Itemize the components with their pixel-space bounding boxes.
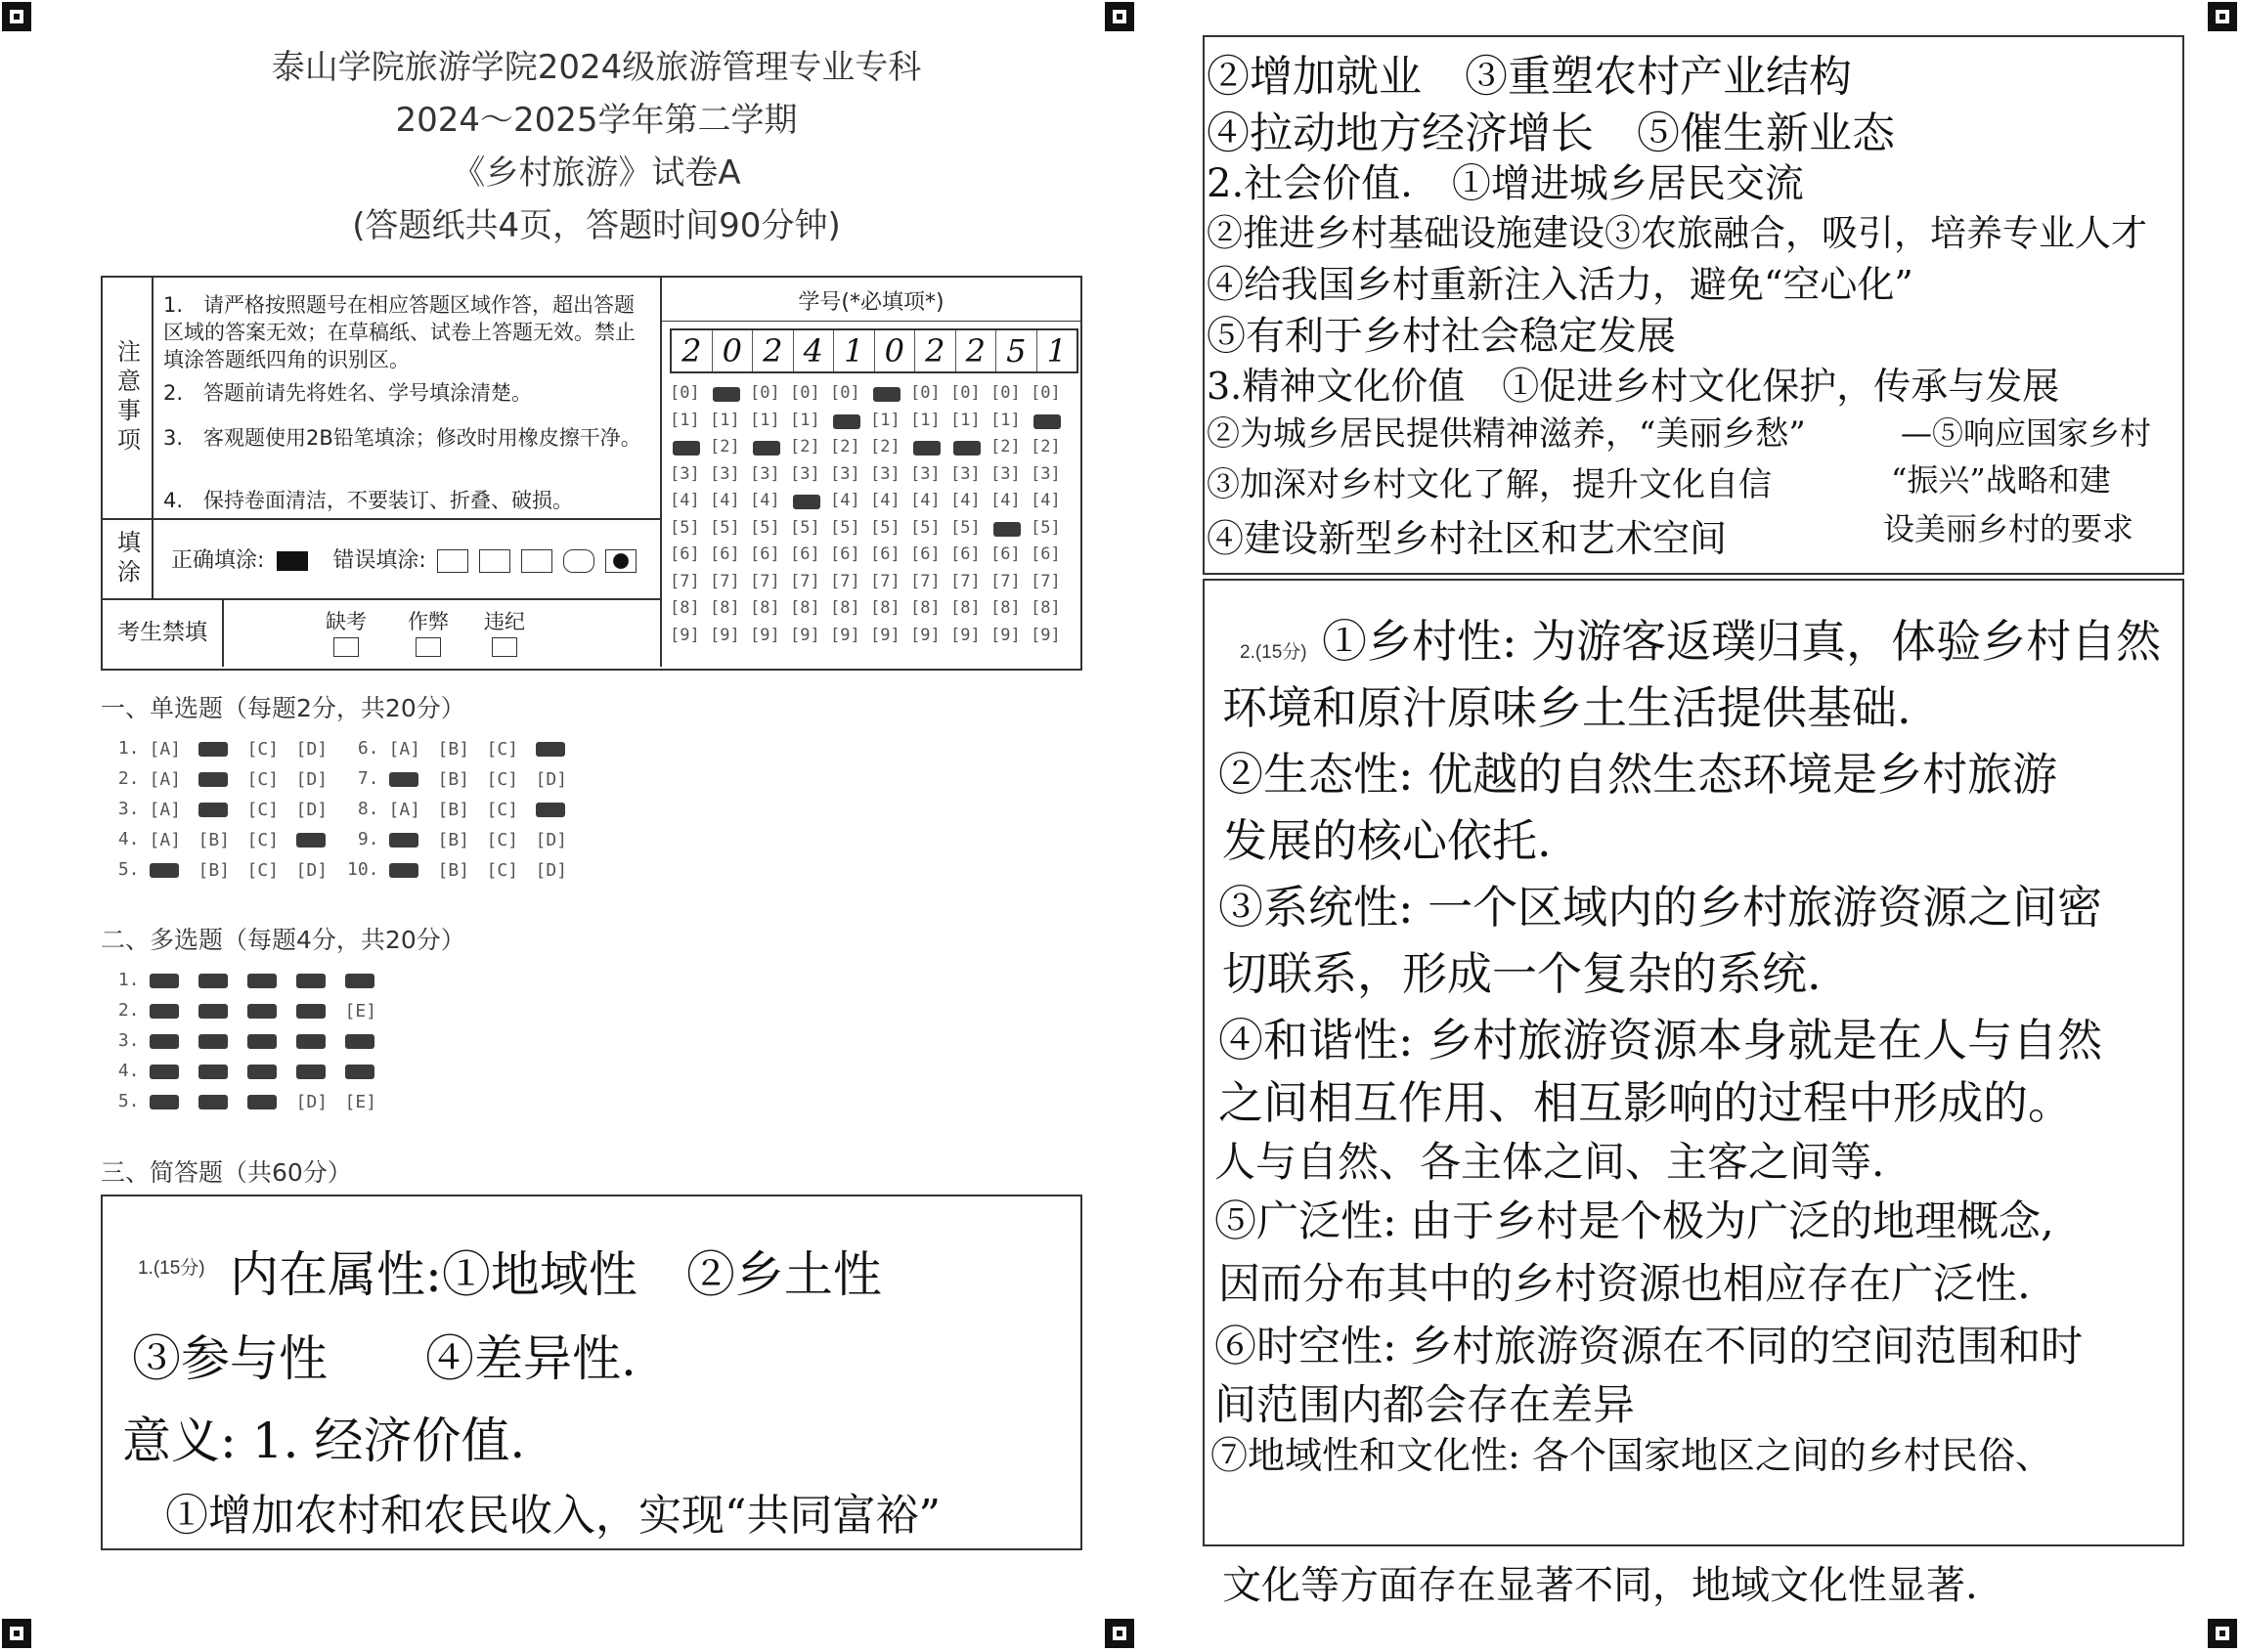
id-bubble[interactable]: [6] xyxy=(790,544,820,564)
id-bubble[interactable]: [6] xyxy=(1031,544,1061,564)
id-bubble-row xyxy=(670,626,1071,653)
id-bubble-row xyxy=(670,598,1071,626)
id-bubble[interactable]: [9] xyxy=(830,625,860,645)
id-bubble[interactable]: [6] xyxy=(870,544,901,564)
id-bubble[interactable]: [3] xyxy=(950,463,981,484)
id-bubble[interactable]: [4] xyxy=(710,491,740,510)
id-bubble[interactable]: [4] xyxy=(670,491,700,510)
id-bubble[interactable]: [7] xyxy=(910,571,941,591)
id-bubble[interactable]: [0] xyxy=(1031,383,1061,403)
id-bubble[interactable]: [8] xyxy=(950,598,981,618)
answer-row xyxy=(108,1000,384,1021)
question-number: 9. xyxy=(347,829,379,849)
id-digit: 5 xyxy=(996,330,1037,371)
divider xyxy=(103,518,660,520)
id-digit: 1 xyxy=(1046,332,1067,370)
answer-row xyxy=(108,970,384,990)
corner-mark xyxy=(1105,2,1134,31)
id-bubble[interactable]: [6] xyxy=(910,544,941,564)
section3-title: 三、简答题（共60分） xyxy=(101,1158,352,1187)
answer-bubble[interactable] xyxy=(198,772,228,787)
rule-1: 1. 请严格按照题号在相应答题区域作答，超出答题区域的答案无效；在草稿纸、试卷上答题无效。禁止填涂答题纸四角的识别区。 xyxy=(163,293,636,371)
answer-bubble[interactable]: [B] xyxy=(437,859,470,881)
answer-bubble[interactable]: [B] xyxy=(437,799,470,820)
id-bubble[interactable]: [9] xyxy=(750,625,780,645)
answer-line: ⑤广泛性: 由于乡村是个极为广泛的地理概念, xyxy=(1214,1197,2054,1246)
id-bubble[interactable] xyxy=(870,383,910,411)
id-bubble[interactable] xyxy=(830,411,870,438)
wrong-fill-sample xyxy=(521,549,552,573)
answer-bubble[interactable] xyxy=(247,1004,277,1019)
answer-line: 意义: 1. 经济价值. xyxy=(122,1413,526,1469)
id-bubble[interactable]: [8] xyxy=(750,598,780,618)
id-bubble[interactable]: [2] xyxy=(870,437,901,456)
cheat-option[interactable]: 作弊 xyxy=(408,606,449,657)
answer-bubble[interactable] xyxy=(247,1065,277,1079)
answer-bubble[interactable]: [E] xyxy=(344,1000,377,1022)
answer-bubble[interactable]: [C] xyxy=(246,799,280,820)
answer-bubble[interactable]: [D] xyxy=(295,738,329,760)
answer-line: 3.精神文化价值 ①促进乡村文化保护，传承与发展 xyxy=(1207,365,2060,408)
id-bubble[interactable]: [2] xyxy=(830,437,860,456)
answer-row xyxy=(347,738,575,759)
short-answer-box-2 xyxy=(1203,579,2184,1546)
id-bubble[interactable]: [6] xyxy=(990,544,1021,564)
answer-line: ③加深对乡村文化了解，提升文化自信 xyxy=(1207,465,1772,504)
correct-fill-sample xyxy=(277,551,308,571)
answer-bubble[interactable]: [E] xyxy=(344,1091,377,1112)
answer-line: ②推进乡村基础设施建设③农旅融合，吸引，培养专业人才 xyxy=(1207,212,2147,254)
answer-line: 环境和原汁原味乡土生活提供基础. xyxy=(1222,681,1911,734)
wrong-fill-label: 错误填涂: xyxy=(332,548,426,573)
answer-line: ①乡村性: 为游客返璞归真，体验乡村自然 xyxy=(1322,615,2162,668)
id-bubble[interactable]: [7] xyxy=(1031,571,1061,591)
answer-row xyxy=(108,859,335,880)
id-bubble[interactable]: [8] xyxy=(870,598,901,618)
fill-sample-row xyxy=(171,543,637,574)
question-number: 7. xyxy=(347,768,379,789)
id-digit: 2 xyxy=(956,330,997,371)
id-bubble[interactable] xyxy=(710,383,750,411)
id-bubble[interactable]: [5] xyxy=(950,517,981,538)
id-bubble[interactable] xyxy=(950,437,990,464)
question-number: 2.(15分) xyxy=(1240,642,1307,663)
answer-line: 间范围内都会存在差异 xyxy=(1214,1381,1635,1430)
answer-line: 之间相互作用、相互影响的过程中形成的。 xyxy=(1218,1076,2073,1129)
question-number: 3. xyxy=(108,1030,140,1051)
student-id-digits xyxy=(670,328,1078,373)
answer-line: 人与自然、各主体之间、主客之间等. xyxy=(1214,1138,1885,1186)
id-bubble-row xyxy=(670,544,1071,572)
answer-bubble[interactable]: [B] xyxy=(198,829,231,850)
id-digit: 1 xyxy=(834,330,875,371)
answer-line: 因而分布其中的乡村资源也相应存在广泛性. xyxy=(1218,1260,2031,1309)
id-bubble[interactable]: [1] xyxy=(870,410,901,430)
id-bubble[interactable]: [3] xyxy=(870,463,901,484)
answer-bubble[interactable] xyxy=(536,803,565,817)
id-bubble[interactable] xyxy=(790,491,830,518)
answer-bubble[interactable]: [C] xyxy=(486,799,519,820)
id-bubble[interactable]: [9] xyxy=(710,625,740,645)
question-number: 8. xyxy=(347,799,379,819)
id-bubble[interactable] xyxy=(910,437,950,464)
id-bubble[interactable]: [9] xyxy=(790,625,820,645)
question-number: 1.(15分) xyxy=(138,1258,205,1279)
id-bubble[interactable]: [0] xyxy=(830,383,860,403)
id-bubble[interactable]: [4] xyxy=(750,491,780,510)
answer-row xyxy=(108,738,335,759)
answer-row xyxy=(108,829,335,849)
id-bubble[interactable]: [4] xyxy=(950,491,981,510)
id-bubble[interactable]: [8] xyxy=(670,598,700,618)
answer-bubble[interactable]: [A] xyxy=(149,768,182,790)
answer-line: 切联系，形成一个复杂的系统. xyxy=(1222,947,1822,1000)
id-bubble[interactable]: [5] xyxy=(790,517,820,538)
answer-row xyxy=(108,768,335,789)
corner-mark xyxy=(2208,2,2237,31)
id-bubble[interactable]: [8] xyxy=(990,598,1021,618)
answer-bubble[interactable] xyxy=(296,1034,326,1049)
id-bubble-row xyxy=(670,464,1071,492)
answer-bubble[interactable]: [D] xyxy=(535,859,568,881)
answer-bubble[interactable] xyxy=(247,1095,277,1109)
id-bubble[interactable]: [6] xyxy=(750,544,780,564)
id-bubble[interactable]: [1] xyxy=(790,410,820,430)
id-digit: 0 xyxy=(713,330,754,371)
section2-title: 二、多选题（每题4分，共20分） xyxy=(101,926,465,954)
fill-label: 填涂 xyxy=(103,520,154,598)
answer-line: ④拉动地方经济增长 ⑤催生新业态 xyxy=(1207,109,1895,158)
id-bubble[interactable]: [5] xyxy=(830,517,860,538)
answer-line: ⑤有利于乡村社会稳定发展 xyxy=(1207,314,1676,359)
answer-bubble[interactable] xyxy=(150,1065,179,1079)
id-bubble[interactable]: [1] xyxy=(990,410,1021,430)
answer-bubble[interactable]: [C] xyxy=(486,829,519,850)
answer-bubble[interactable] xyxy=(150,1034,179,1049)
answer-bubble[interactable] xyxy=(389,833,418,848)
answer-row xyxy=(347,859,575,880)
answer-line: ③参与性 ④差异性. xyxy=(132,1330,637,1387)
corner-mark xyxy=(2,1619,31,1648)
answer-bubble[interactable] xyxy=(150,974,179,988)
id-bubble[interactable]: [0] xyxy=(790,383,820,403)
id-bubble[interactable]: [8] xyxy=(1031,598,1061,618)
answer-bubble[interactable] xyxy=(198,974,228,988)
question-number: 4. xyxy=(108,829,140,849)
id-digit: 2 xyxy=(753,330,794,371)
checkbox-icon[interactable] xyxy=(333,637,359,657)
answer-row xyxy=(347,799,575,819)
answer-bubble[interactable]: [C] xyxy=(246,859,280,881)
id-bubble[interactable]: [2] xyxy=(790,437,820,456)
school-title: 泰山学院旅游学院2024级旅游管理专业专科 xyxy=(271,48,922,87)
answer-line: ②生态性: 优越的自然生态环境是乡村旅游 xyxy=(1218,748,2058,801)
answer-bubble[interactable]: [A] xyxy=(149,799,182,820)
answer-bubble[interactable]: [D] xyxy=(295,799,329,820)
id-bubble[interactable]: [4] xyxy=(990,491,1021,510)
id-digit: 0 xyxy=(875,330,916,371)
question-number: 5. xyxy=(108,1091,140,1111)
answer-line: ②增加就业 ③重塑农村产业结构 xyxy=(1207,52,1852,102)
id-bubble[interactable]: [0] xyxy=(750,383,780,403)
exam-info: (答题纸共4页，答题时间90分钟) xyxy=(352,206,841,245)
answer-bubble[interactable]: [A] xyxy=(149,738,182,760)
id-bubble[interactable]: [6] xyxy=(670,544,700,564)
id-bubble[interactable]: [8] xyxy=(710,598,740,618)
id-bubble-row xyxy=(670,383,1071,411)
id-bubble[interactable]: [5] xyxy=(1031,517,1061,538)
answer-line: ④建设新型乡村社区和艺术空间 xyxy=(1207,517,1728,560)
question-number: 2. xyxy=(108,768,140,789)
id-bubble[interactable]: [9] xyxy=(870,625,901,645)
id-bubble-row xyxy=(670,437,1071,464)
wrong-fill-sample xyxy=(479,549,510,573)
id-bubble[interactable]: [7] xyxy=(710,571,740,591)
answer-line: ②为城乡居民提供精神滋养，“美丽乡愁” xyxy=(1207,414,1806,454)
answer-bubble[interactable]: [D] xyxy=(295,859,329,881)
student-id-panel xyxy=(662,278,1080,667)
answer-line: 2.社会价值. ①增进城乡居民交流 xyxy=(1207,161,1804,206)
id-bubble[interactable]: [9] xyxy=(990,625,1021,645)
notice-label: 注意事项 xyxy=(103,278,154,518)
notice-panel xyxy=(101,276,1082,671)
id-bubble-row xyxy=(670,411,1071,438)
answer-bubble[interactable]: [B] xyxy=(437,829,470,850)
id-bubble[interactable]: [9] xyxy=(670,625,700,645)
answer-line: 文化等方面存在显著不同，地域文化性显著. xyxy=(1222,1563,1978,1608)
id-bubble[interactable]: [2] xyxy=(710,437,740,456)
id-bubble[interactable]: [9] xyxy=(1031,625,1061,645)
forbidden-label: 考生禁填 xyxy=(103,598,224,667)
answer-line: ⑦地域性和文化性: 各个国家地区之间的乡村民俗、 xyxy=(1210,1434,2052,1477)
id-bubble-row xyxy=(670,491,1071,518)
answer-bubble[interactable]: [C] xyxy=(246,829,280,850)
checkbox-icon[interactable] xyxy=(416,637,441,657)
id-bubble[interactable]: [5] xyxy=(870,517,901,538)
answer-line: ⑥时空性: 乡村旅游资源在不同的空间范围和时 xyxy=(1214,1323,2084,1371)
question-number: 1. xyxy=(108,738,140,759)
answer-bubble[interactable] xyxy=(296,833,326,848)
violation-option[interactable]: 违纪 xyxy=(484,606,525,657)
answer-line: 内在属性:①地域性 ②乡土性 xyxy=(230,1246,882,1303)
answer-bubble[interactable] xyxy=(296,974,326,988)
answer-bubble[interactable] xyxy=(150,863,179,878)
answer-row xyxy=(108,1061,384,1081)
wrong-fill-sample xyxy=(563,549,594,573)
answer-bubble[interactable] xyxy=(150,1004,179,1019)
answer-line: ④给我国乡村重新注入活力，避免“空心化” xyxy=(1207,263,1913,306)
section1-title: 一、单选题（每题2分，共20分） xyxy=(101,694,465,722)
id-bubble[interactable]: [3] xyxy=(670,463,700,484)
id-bubble[interactable]: [1] xyxy=(710,410,740,430)
id-bubble[interactable]: [0] xyxy=(910,383,941,403)
id-bubble[interactable]: [7] xyxy=(750,571,780,591)
id-bubble[interactable] xyxy=(990,518,1031,545)
id-bubble-row xyxy=(670,572,1071,599)
answer-bubble[interactable]: [B] xyxy=(437,768,470,790)
wrong-fill-sample xyxy=(437,549,468,573)
side-note-line: “振兴”战略和建 xyxy=(1891,461,2111,499)
answer-bubble[interactable] xyxy=(296,1004,326,1019)
answer-row xyxy=(108,1030,384,1051)
id-bubble[interactable]: [3] xyxy=(910,463,941,484)
answer-bubble[interactable]: [B] xyxy=(198,859,231,881)
id-bubble[interactable]: [5] xyxy=(910,517,941,538)
answer-bubble[interactable]: [C] xyxy=(486,738,519,760)
answer-row xyxy=(108,799,335,819)
answer-bubble[interactable] xyxy=(389,772,418,787)
id-bubble[interactable]: [3] xyxy=(790,463,820,484)
answer-bubble[interactable] xyxy=(296,1065,326,1079)
answer-bubble[interactable]: [C] xyxy=(246,768,280,790)
id-bubble[interactable]: [3] xyxy=(830,463,860,484)
answer-row xyxy=(347,768,575,789)
answer-bubble[interactable]: [C] xyxy=(486,859,519,881)
answer-bubble[interactable] xyxy=(345,974,374,988)
answer-bubble[interactable]: [B] xyxy=(437,738,470,760)
id-bubble[interactable]: [8] xyxy=(830,598,860,618)
answer-line: ③系统性: 一个区域内的乡村旅游资源之间密 xyxy=(1218,881,2103,934)
answer-bubble[interactable] xyxy=(345,1034,374,1049)
id-bubble[interactable]: [9] xyxy=(950,625,981,645)
answer-bubble[interactable]: [A] xyxy=(149,829,182,850)
rule-2: 2. 答题前请先将姓名、学号填涂清楚。 xyxy=(163,381,533,405)
course-title: 《乡村旅游》试卷A xyxy=(452,153,741,193)
id-bubble[interactable]: [1] xyxy=(670,410,700,430)
answer-bubble[interactable] xyxy=(198,803,228,817)
id-bubble[interactable] xyxy=(1031,411,1071,438)
term-title: 2024～2025学年第二学期 xyxy=(395,101,798,140)
id-bubble[interactable]: [0] xyxy=(950,383,981,403)
id-bubble[interactable]: [6] xyxy=(830,544,860,564)
answer-bubble[interactable] xyxy=(198,1004,228,1019)
answer-bubble[interactable] xyxy=(247,1034,277,1049)
answer-line: 发展的核心依托. xyxy=(1222,814,1552,867)
id-bubble[interactable]: [4] xyxy=(1031,491,1061,510)
id-bubble[interactable]: [3] xyxy=(990,463,1021,484)
answer-line: ①增加农村和农民收入，实现“共同富裕” xyxy=(122,1491,941,1541)
id-bubble[interactable]: [8] xyxy=(910,598,941,618)
id-bubble[interactable]: [5] xyxy=(750,517,780,538)
answer-bubble[interactable] xyxy=(198,1065,228,1079)
id-bubble[interactable] xyxy=(750,437,790,464)
student-id-bubble-grid xyxy=(670,383,1071,652)
id-bubble[interactable]: [4] xyxy=(870,491,901,510)
answer-line: ④和谐性: 乡村旅游资源本身就是在人与自然 xyxy=(1218,1014,2103,1066)
answer-row xyxy=(108,1091,384,1111)
id-digit: 2 xyxy=(915,330,956,371)
correct-fill-label: 正确填涂: xyxy=(171,548,265,573)
id-bubble[interactable]: [7] xyxy=(990,571,1021,591)
side-note-line: 设美丽乡村的要求 xyxy=(1883,510,2134,547)
id-bubble[interactable]: [2] xyxy=(990,437,1021,456)
question-number: 3. xyxy=(108,799,140,819)
id-bubble[interactable]: [7] xyxy=(870,571,901,591)
id-bubble[interactable] xyxy=(670,437,710,464)
id-bubble[interactable]: [1] xyxy=(750,410,780,430)
student-id-title: 学号(*必填项*) xyxy=(798,290,945,315)
id-bubble[interactable]: [7] xyxy=(950,571,981,591)
id-bubble[interactable]: [1] xyxy=(910,410,941,430)
rule-3: 3. 客观题使用2B铅笔填涂；修改时用橡皮擦干净。 xyxy=(163,426,641,450)
id-digit: 2 xyxy=(672,330,713,371)
rule-4: 4. 保持卷面清洁，不要装订、折叠、破损。 xyxy=(163,489,574,512)
id-bubble[interactable]: [2] xyxy=(1031,437,1061,456)
answer-bubble[interactable]: [D] xyxy=(535,829,568,850)
question-number: 1. xyxy=(108,970,140,990)
answer-bubble[interactable] xyxy=(150,1095,179,1109)
answer-bubble[interactable] xyxy=(536,742,565,757)
answer-bubble[interactable] xyxy=(198,1034,228,1049)
answer-bubble[interactable]: [A] xyxy=(388,799,421,820)
id-digit: 4 xyxy=(794,330,835,371)
question-number: 10. xyxy=(347,859,379,880)
short-answer-box-1-continued xyxy=(1203,35,2184,575)
wrong-fill-sample xyxy=(605,549,637,573)
corner-mark xyxy=(2,2,31,31)
question-number: 5. xyxy=(108,859,140,880)
id-bubble[interactable]: [9] xyxy=(910,625,941,645)
id-bubble-row xyxy=(670,518,1071,545)
answer-bubble[interactable]: [A] xyxy=(388,738,421,760)
answer-bubble[interactable]: [D] xyxy=(535,768,568,790)
corner-mark xyxy=(1105,1619,1134,1648)
question-number: 4. xyxy=(108,1061,140,1081)
id-bubble[interactable]: [3] xyxy=(1031,463,1061,484)
answer-row xyxy=(347,829,575,849)
id-bubble[interactable]: [8] xyxy=(790,598,820,618)
id-bubble[interactable]: [6] xyxy=(950,544,981,564)
id-bubble[interactable]: [4] xyxy=(830,491,860,510)
id-bubble[interactable]: [3] xyxy=(750,463,780,484)
answer-bubble[interactable] xyxy=(345,1065,374,1079)
id-bubble[interactable]: [5] xyxy=(670,517,700,538)
answer-bubble[interactable]: [D] xyxy=(295,1091,329,1112)
id-bubble[interactable]: [7] xyxy=(670,571,700,591)
side-note-line: —⑤响应国家乡村 xyxy=(1901,414,2152,452)
id-bubble[interactable]: [1] xyxy=(950,410,981,430)
answer-bubble[interactable] xyxy=(198,1095,228,1109)
id-bubble[interactable]: [5] xyxy=(710,517,740,538)
answer-bubble[interactable]: [C] xyxy=(246,738,280,760)
answer-bubble[interactable]: [C] xyxy=(486,768,519,790)
id-bubble[interactable]: [4] xyxy=(910,491,941,510)
divider xyxy=(662,321,1080,322)
answer-bubble[interactable]: [D] xyxy=(295,768,329,790)
answer-bubble[interactable] xyxy=(198,742,228,757)
id-bubble[interactable]: [7] xyxy=(830,571,860,591)
short-answer-box-1 xyxy=(101,1195,1082,1550)
absent-option[interactable]: 缺考 xyxy=(326,606,367,657)
checkbox-icon[interactable] xyxy=(492,637,517,657)
id-bubble[interactable]: [6] xyxy=(710,544,740,564)
answer-bubble[interactable] xyxy=(247,974,277,988)
corner-mark xyxy=(2208,1619,2237,1648)
id-bubble[interactable]: [3] xyxy=(710,463,740,484)
question-number: 6. xyxy=(347,738,379,759)
id-bubble[interactable]: [7] xyxy=(790,571,820,591)
exam-header xyxy=(147,41,1046,252)
question-number: 2. xyxy=(108,1000,140,1021)
id-bubble[interactable]: [0] xyxy=(990,383,1021,403)
id-bubble[interactable]: [0] xyxy=(670,383,700,403)
notice-rules-area xyxy=(103,278,662,667)
answer-bubble[interactable] xyxy=(389,863,418,878)
